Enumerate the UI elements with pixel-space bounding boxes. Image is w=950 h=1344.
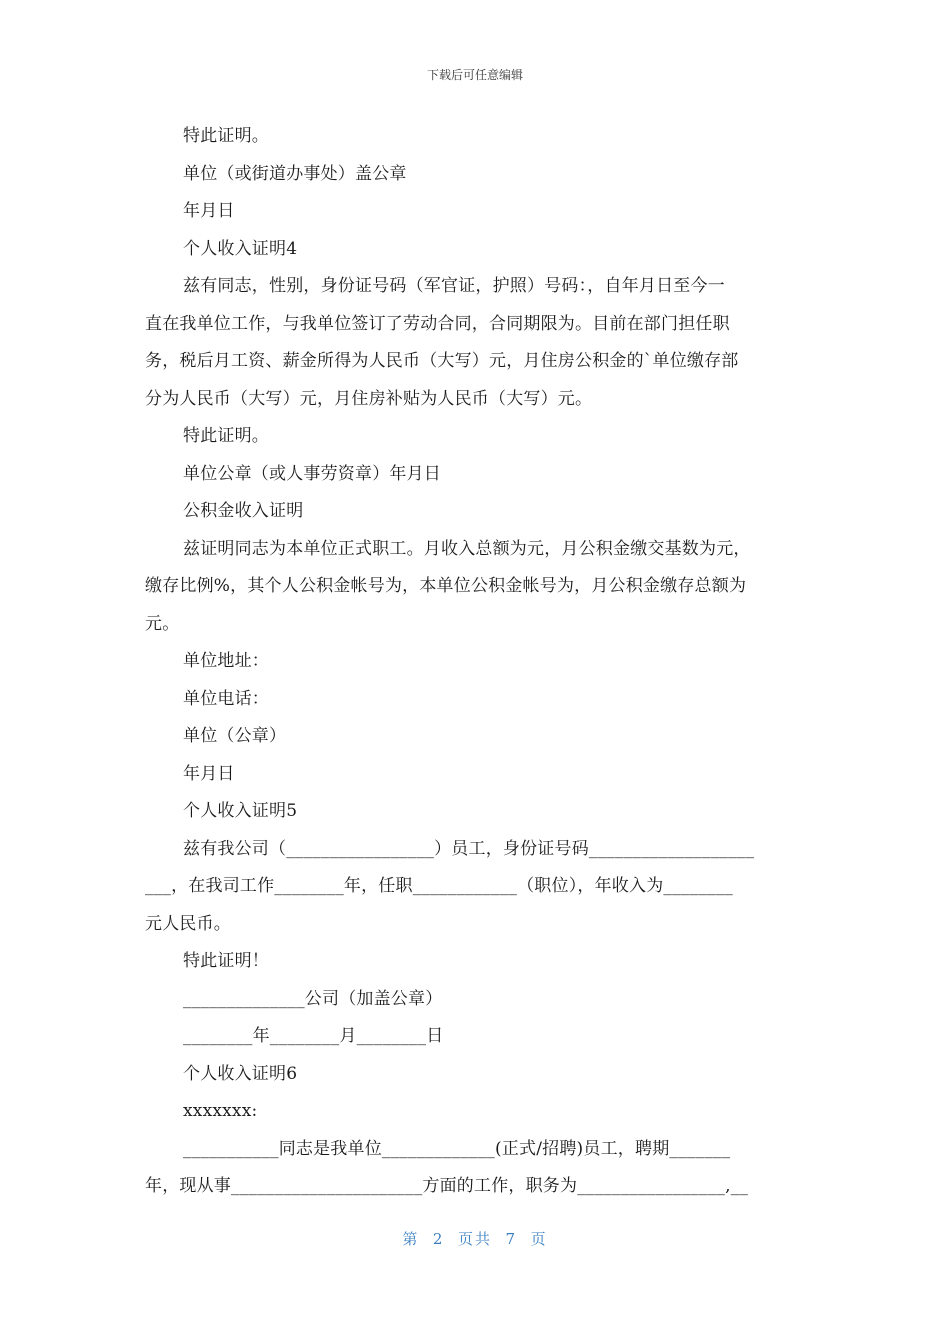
paragraph-line: 分为人民币（大写）元，月住房补贴为人民币（大写）元。 (145, 388, 593, 409)
paragraph-line: 公积金收入证明 (183, 501, 304, 521)
document-body (145, 118, 807, 1206)
paragraph-line: 特此证明。 (183, 426, 269, 446)
paragraph-line: 直在我单位工作，与我单位签订了劳动合同，合同期限为。目前在部门担任职 (145, 313, 730, 334)
paragraph-line: ________年________月________日 (183, 1026, 444, 1046)
paragraph-line: 兹有我公司（_________________）员工，身份证号码___________________ (183, 838, 755, 859)
paragraph-line: 单位地址： (183, 651, 269, 671)
paragraph-line: 年月日 (183, 763, 235, 784)
paragraph-line: 个人收入证明5 (183, 801, 298, 821)
paragraph-line: 年月日 (183, 201, 235, 221)
paragraph-line: 单位（公章） (183, 726, 287, 746)
paragraph-line: 个人收入证明6 (183, 1063, 298, 1084)
paragraph-line: 缴存比例%，其个人公积金帐号为，本单位公积金帐号为，月公积金缴存总额为 (145, 576, 747, 596)
paragraph-line: 元。 (145, 613, 180, 634)
paragraph-line: ___，在我司工作________年，任职____________（职位），年收入为________ (145, 876, 733, 896)
paragraph-line: 单位公章（或人事劳资章）年月日 (183, 463, 441, 484)
paragraph-line: xxxxxxx: (183, 1101, 258, 1121)
paragraph-line: 元人民币。 (145, 913, 231, 934)
paragraph-line: 兹证明同志为本单位正式职工。月收入总额为元，月公积金缴交基数为元， (183, 538, 751, 559)
paragraph-line: 单位电话： (183, 688, 269, 709)
paragraph-line: 务，税后月工资、薪金所得为人民币（大写）元，月住房公积金的`单位缴存部 (145, 351, 739, 371)
page-header: 下载后可任意编辑 (426, 68, 523, 82)
paragraph-line: 个人收入证明4 (183, 238, 298, 259)
page-footer: 第 2 页共 7 页 (402, 1230, 548, 1248)
paragraph-line: 特此证明。 (183, 126, 269, 146)
paragraph-line: 年，现从事______________________方面的工作，职务为_________________,__ (145, 1176, 749, 1196)
paragraph-line: ______________公司（加盖公章） (183, 988, 443, 1009)
paragraph-line: 单位（或街道办事处）盖公章 (183, 163, 407, 184)
paragraph-line: ___________同志是我单位_____________(正式/招聘)员工，聘期_______ (183, 1138, 731, 1159)
paragraph-line: 兹有同志，性别，身份证号码（军官证，护照）号码：，自年月日至今一 (183, 276, 725, 296)
paragraph-line: 特此证明！ (183, 951, 269, 971)
